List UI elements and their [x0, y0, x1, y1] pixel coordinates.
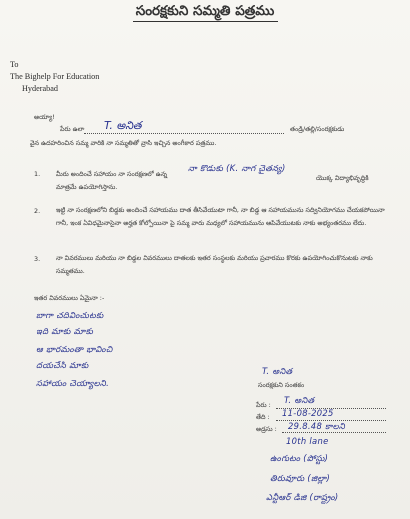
page-title: సంరక్షకుని సమ్మతి పత్రము — [135, 3, 275, 19]
address-org: The Bighelp For Education — [10, 72, 100, 81]
details-address-line-1: 29.8.48 కాలని — [288, 421, 346, 431]
item-3-number: 3. — [34, 255, 41, 263]
item-1-text-a: మీరు అందించే సహాయం నా సంరక్షణలో ఉన్న — [56, 170, 168, 178]
details-address-line-3: ఉంగుటం (పోస్టు) — [270, 453, 329, 463]
other-handwritten-line-1: బాగా చదివించుటకు — [36, 310, 104, 320]
address-to: To — [10, 60, 19, 69]
item-1-number: 1. — [34, 170, 41, 178]
salutation: అయ్యా! — [34, 113, 55, 121]
details-name-value: T. అనిత — [284, 395, 315, 405]
details-date-label: తేది : — [256, 413, 270, 421]
item-1-text-c: మాత్రమే ఉపయోగిస్తాను. — [56, 183, 118, 191]
item-1-text-b: యొక్క విద్యాభివృద్ధికి — [316, 174, 369, 182]
guardian-signature: T. అనిత — [262, 366, 293, 376]
intro-prefix: పేరు ఉలా — [60, 125, 85, 133]
intro-suffix: తండ్రి/తల్లి/సంరక్షకుడు — [290, 125, 345, 133]
item-3-text: నా వివరములు మరియు నా బిడ్డల వివరములు దాతలకు ఇతర సంస్థలకు మరియు ప్రచారము కొరకు ఉపయోగించుకొనుటకు నాకు సమ్మతము. — [56, 254, 373, 275]
signature-label: సంరక్షకుని సంతకం — [258, 381, 305, 389]
other-handwritten-line-3: ఆ భారమంతా భావించి — [36, 344, 113, 354]
details-name-label: పేరు : — [256, 401, 271, 409]
intro-line2: వైన ఉదహరించిన సమ్మ వారికి నా సమ్మతితో వ్రాసి ఇచ్చిన అంగీకార పత్రము. — [30, 139, 217, 147]
address-city: Hyderabad — [22, 84, 58, 93]
details-date-value: 11-08-2025 — [282, 408, 334, 418]
item-1-handwritten: నా కొడుకు (K. నాగ చైతన్య) — [188, 163, 286, 173]
other-details-label: ఇతర వివరములు ఏమైనా :- — [34, 294, 105, 302]
guardian-name-handwritten: T. అనిత — [104, 119, 142, 132]
details-address-line-4: తిరువూరు (జిల్లా) — [270, 473, 331, 483]
item-2-text: ఇట్టి నా సంరక్షణలోని బిడ్డకు అందించే సహాయము దాత తీసివేయుటా గానీ, నా బిడ్డ ఆ సహాయమును సద్వినియోగము చేయకపోయినా గానీ, ఇంక ఏవిధమైనాసైనా అర్హత కోల్పోయినా పై సమ్మ వారు మధ్యలో సహాయమును ఆపివేయుటకు నాకు అభ్యంతరము లేదు. — [56, 206, 385, 227]
other-handwritten-line-4: దయచేసి మాకు — [36, 360, 89, 370]
other-handwritten-line-2: ఇది మాకు మాకు — [36, 326, 94, 336]
details-address-line-2: 10th lane — [286, 436, 329, 446]
item-2-number: 2. — [34, 207, 41, 215]
other-handwritten-line-5: సహాయం చెయ్యాలని. — [36, 378, 110, 388]
details-address-line-5: ఎన్టీఆర్ డిజి (రాష్ట్రం) — [266, 492, 339, 502]
details-address-label: అడ్రసు : — [256, 425, 277, 433]
title-underline — [133, 21, 278, 22]
